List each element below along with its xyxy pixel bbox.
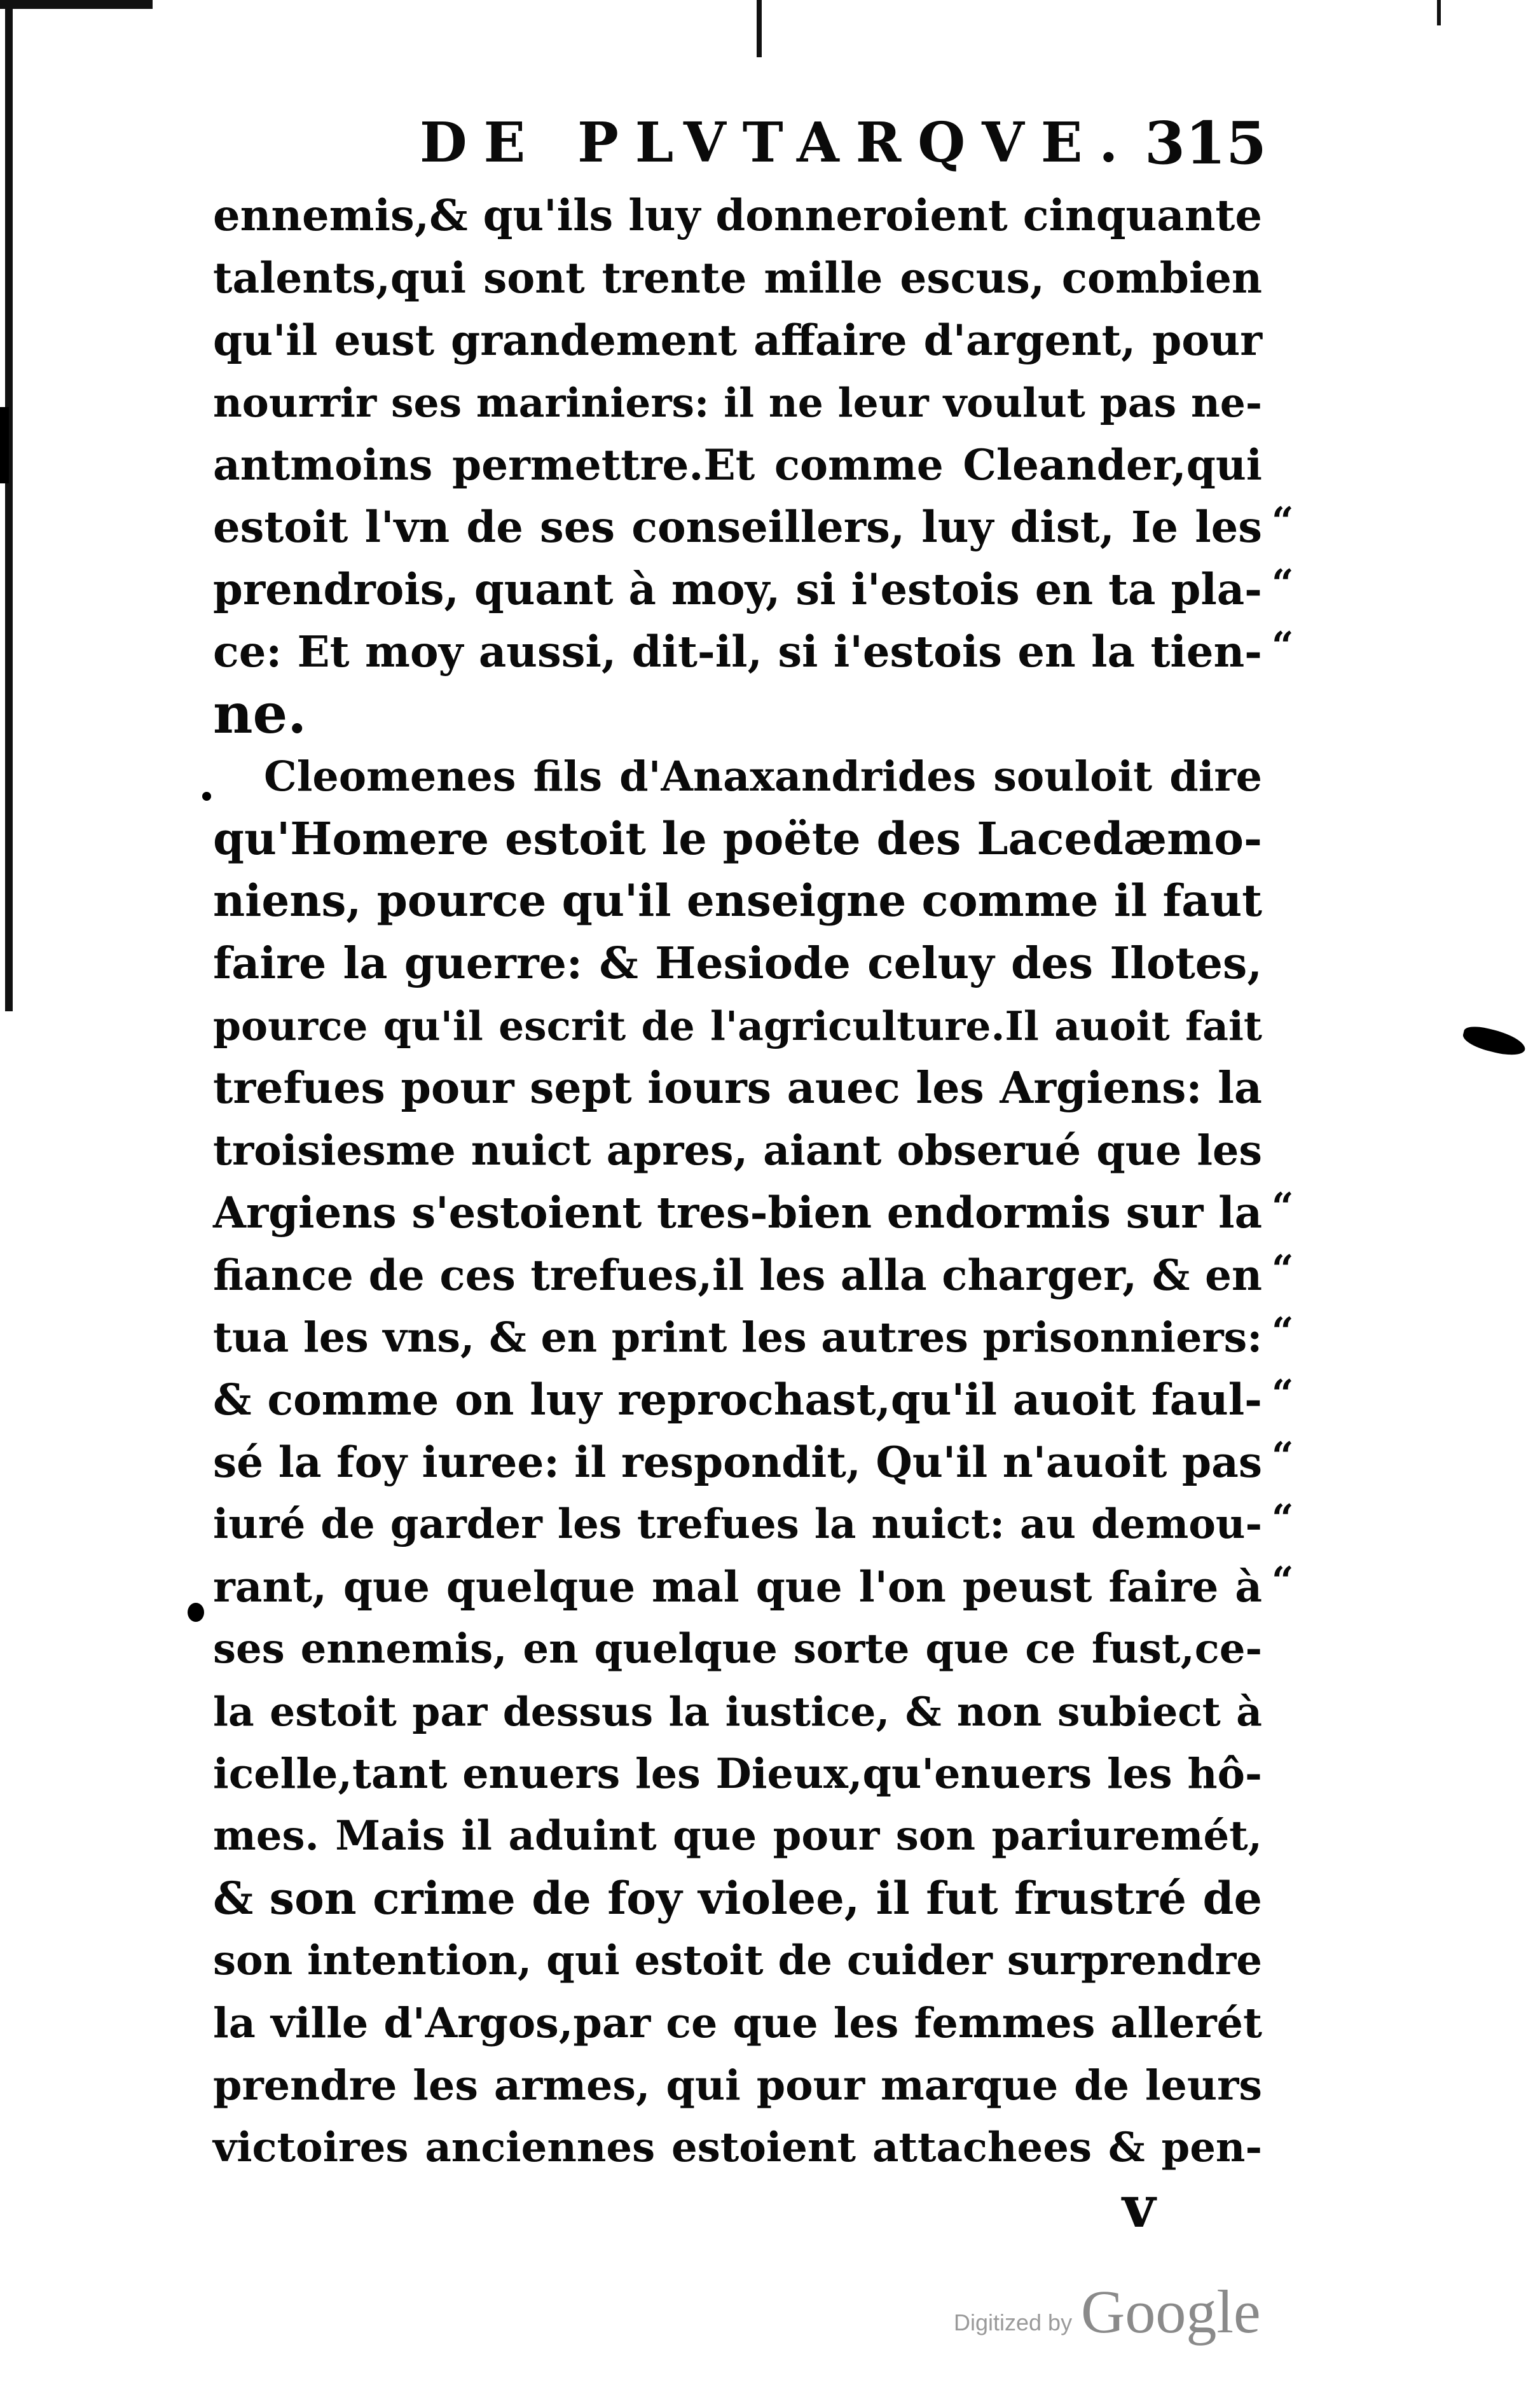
margin-quote-mark: “	[1272, 1434, 1294, 1479]
text-line: qu'Homere estoit le poëte des Lacedæmo-	[213, 812, 1262, 865]
text-line: pource qu'il escrit de l'agriculture.Il auoit fait	[213, 1002, 1262, 1049]
text-line: & comme on luy reprochast,qu'il auoit faul-	[213, 1374, 1262, 1425]
text-line: rant, que quelque mal que l'on peust faire à	[213, 1562, 1262, 1612]
margin-quote-mark: “	[1272, 1310, 1294, 1354]
google-logo: Google	[1081, 2278, 1261, 2346]
text-line: ses ennemis, en quelque sorte que ce fust,ce-	[213, 1625, 1262, 1673]
text-line: talents,qui sont trente mille escus, combien	[213, 253, 1262, 303]
text-line: ce: Et moy aussi, dit-il, si i'estois en la tien-	[213, 626, 1262, 677]
scan-edge-left-dark	[0, 407, 9, 483]
text-line: victoires anciennes estoient attachees & pen-	[213, 2124, 1262, 2171]
text-line: iuré de garder les trefues la nuict: au demou-	[213, 1500, 1262, 1548]
text-line: antmoins permettre.Et comme Cleander,qui	[213, 440, 1262, 490]
text-line: son intention, qui estoit de cuider surprendre	[213, 1937, 1262, 1984]
text-line: prendre les armes, qui pour marque de leurs	[213, 2061, 1262, 2110]
margin-quote-mark: “	[1272, 499, 1294, 544]
margin-quote-mark: “	[1272, 624, 1294, 668]
margin-quote-mark: “	[1272, 562, 1294, 606]
scan-edge-top	[0, 0, 153, 9]
text-line: prendrois, quant à moy, si i'estois en ta pla-	[213, 564, 1262, 614]
margin-quote-mark: “	[1272, 1185, 1294, 1229]
scan-edge-left	[5, 0, 13, 1011]
watermark-prefix: Digitized by	[954, 2309, 1073, 2335]
ink-blot	[202, 792, 211, 801]
text-line: icelle,tant enuers les Dieux,qu'enuers les hô-	[213, 1750, 1262, 1798]
page-number: 315	[1145, 109, 1267, 177]
text-line: nourrir ses mariniers: il ne leur voulut pas ne-	[213, 379, 1262, 426]
text-line: ne.	[213, 682, 307, 746]
running-head: DE PLVTARQVE.	[420, 111, 1135, 175]
text-line: niens, pource qu'il enseigne comme il faut	[213, 875, 1262, 927]
margin-quote-mark: “	[1272, 1372, 1294, 1416]
text-line: qu'il eust grandement affaire d'argent, pour	[213, 315, 1262, 365]
margin-quote-mark: “	[1272, 1559, 1294, 1603]
text-line: tua les vns, & en print les autres prisonniers:	[213, 1313, 1263, 1362]
ink-smudge	[1461, 1023, 1527, 1059]
text-line: sé la foy iuree: il respondit, Qu'il n'auoit pas	[213, 1437, 1262, 1487]
text-line: ennemis,& qu'ils luy donneroient cinquante	[213, 190, 1262, 240]
scan-edge-tick	[1437, 0, 1441, 25]
digitized-watermark	[954, 2277, 1284, 2353]
text-line: la estoit par dessus la iustice, & non subiect à	[213, 1688, 1262, 1735]
text-line: fiance de ces trefues,il les alla charger, & en	[213, 1250, 1262, 1300]
scan-edge-tick	[757, 0, 762, 57]
text-line: Argiens s'estoient tres-bien endormis sur la	[213, 1187, 1262, 1238]
page-header	[407, 108, 1297, 178]
text-line: faire la guerre: & Hesiode celuy des Ilotes,	[213, 938, 1262, 989]
body-text	[213, 184, 1262, 2179]
margin-quote-mark: “	[1272, 1247, 1294, 1292]
ink-blot	[188, 1603, 204, 1622]
signature-mark: v	[1122, 2173, 1156, 2241]
text-line: estoit l'vn de ses conseillers, luy dist, Ie les	[213, 502, 1262, 552]
text-line: la ville d'Argos,par ce que les femmes allerét	[213, 1999, 1262, 2047]
text-line: mes. Mais il aduint que pour son pariuremét,	[213, 1812, 1262, 1860]
text-line: & son crime de foy violee, il fut frustré de	[213, 1872, 1262, 1925]
text-line: trefues pour sept iours auec les Argiens: la	[213, 1063, 1262, 1114]
margin-quote-mark: “	[1272, 1497, 1294, 1541]
paragraph-start-line: Cleomenes fils d'Anaxandrides souloit dire	[264, 752, 1262, 801]
text-line: troisiesme nuict apres, aiant obserué que les	[213, 1126, 1262, 1175]
